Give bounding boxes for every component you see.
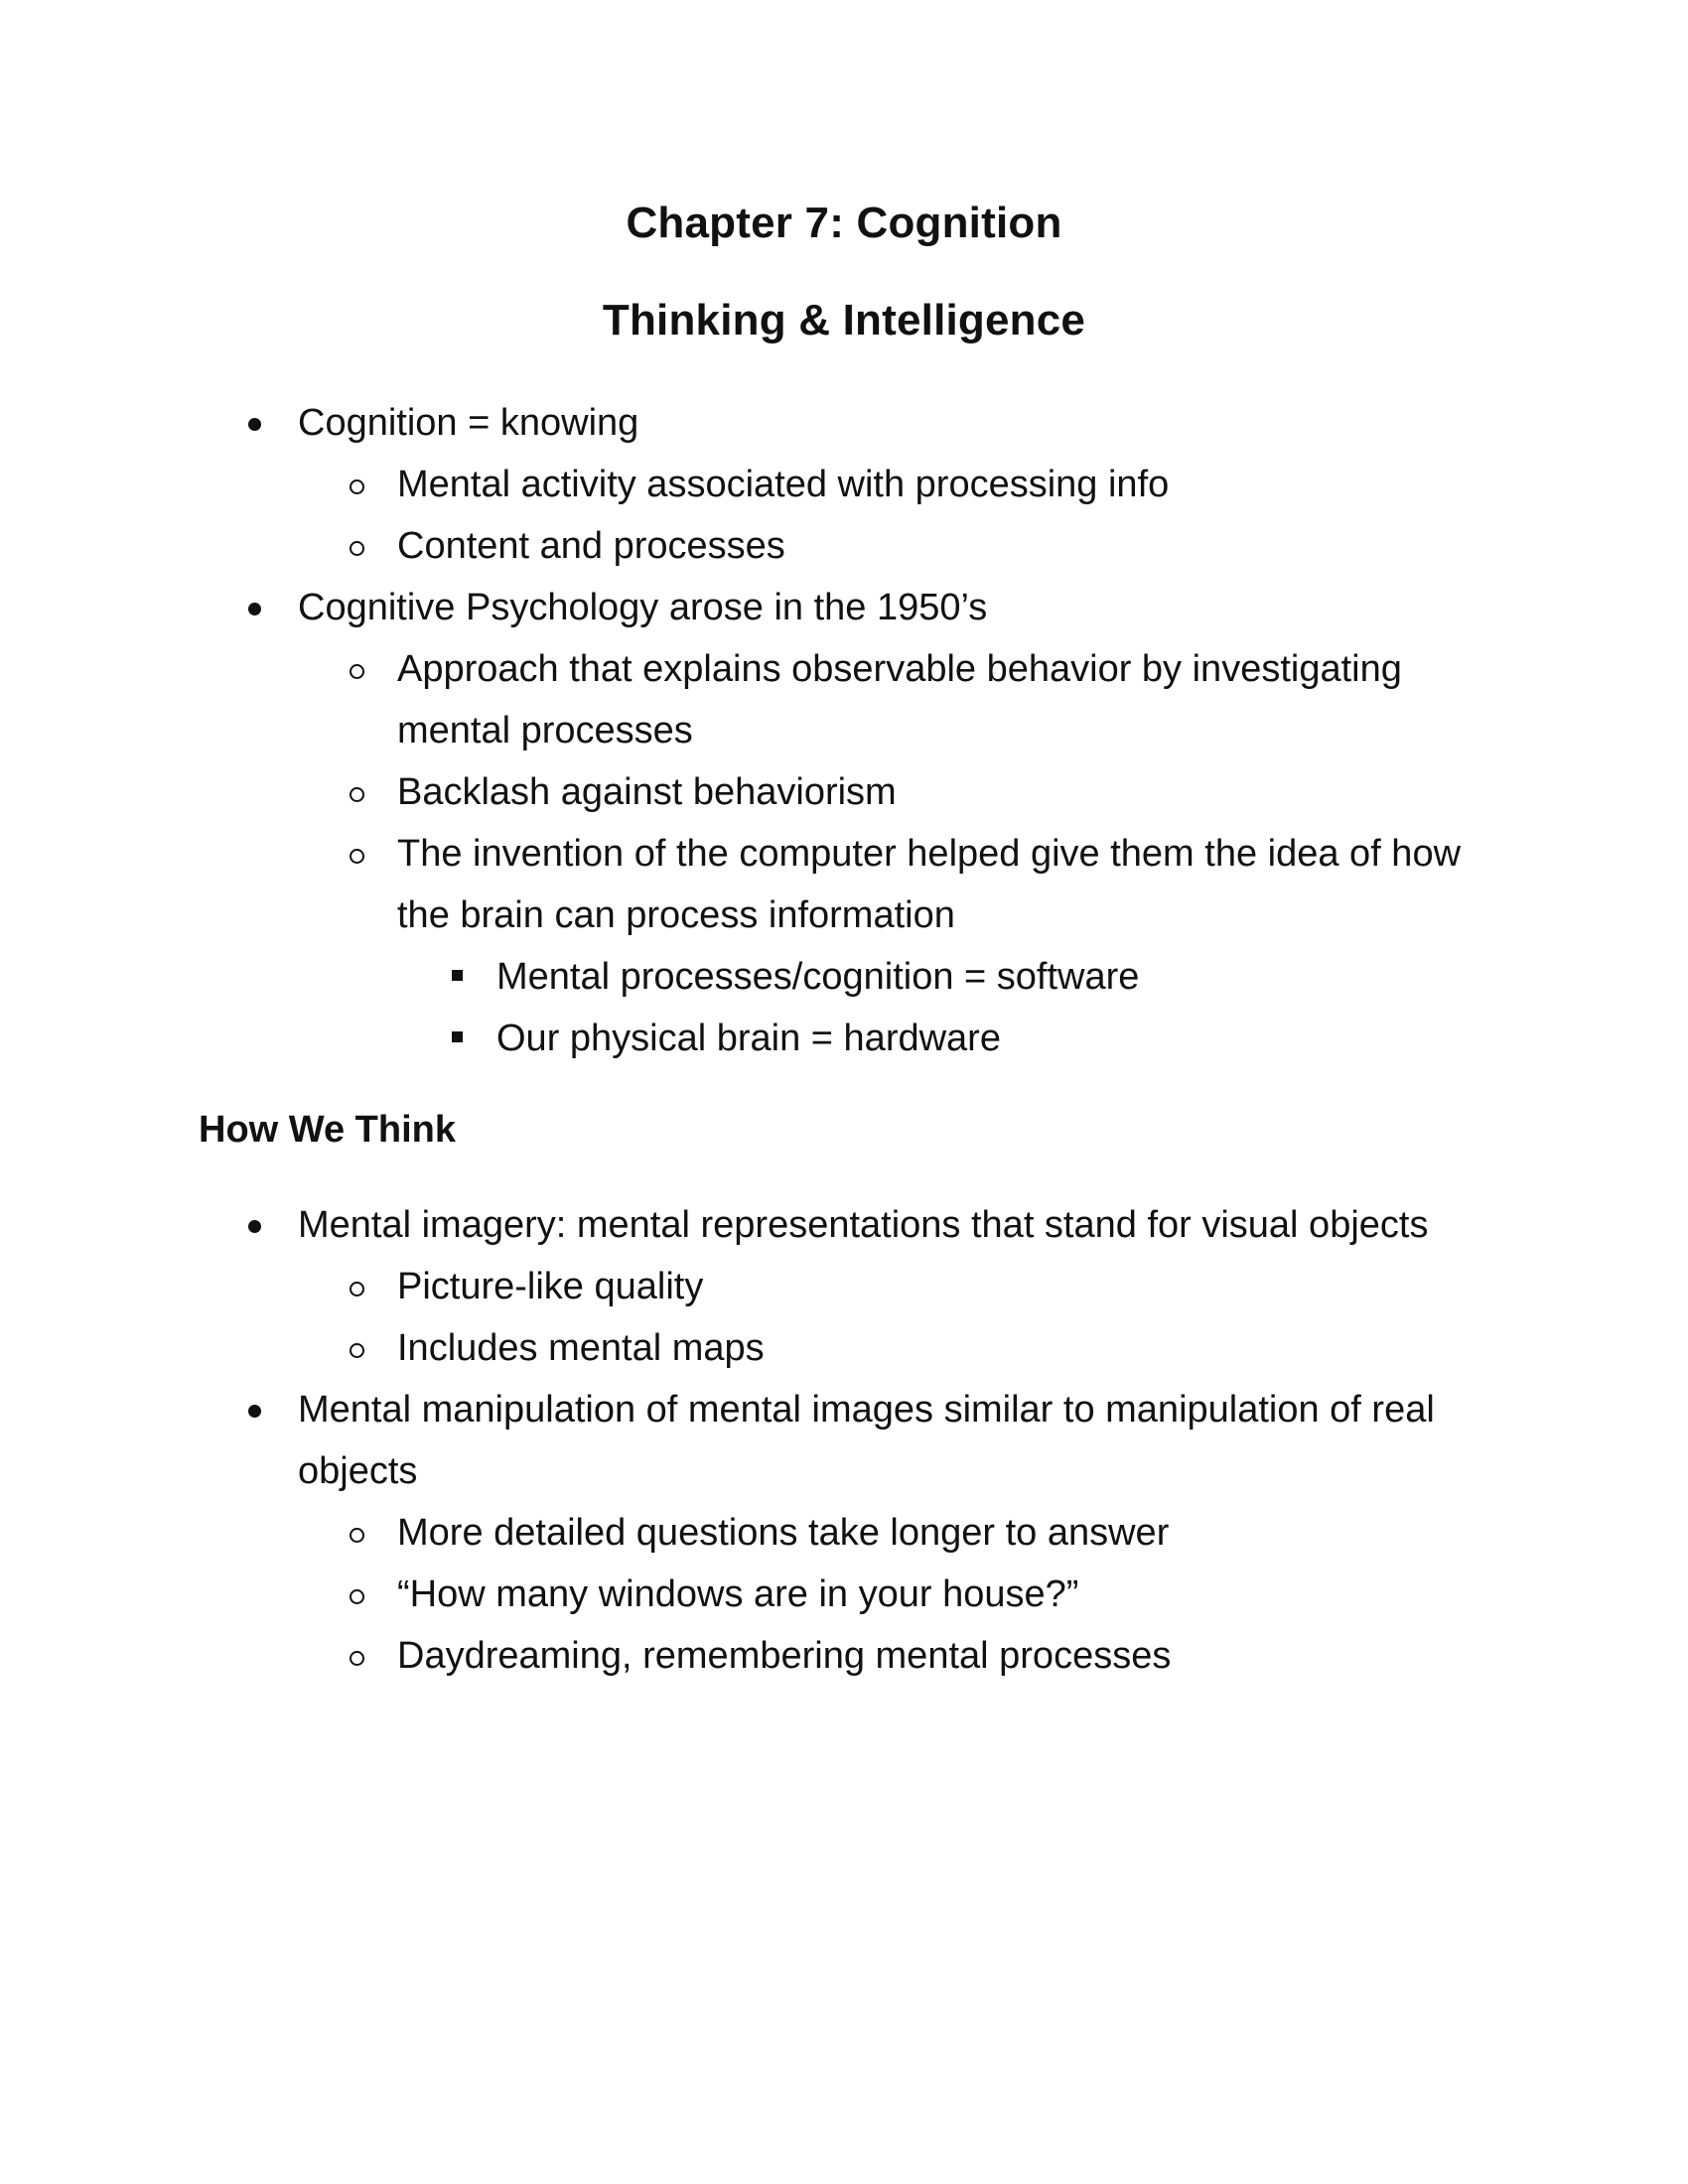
- hollow-circle-bullet-icon: [350, 1528, 364, 1543]
- hollow-circle-bullet-icon: [350, 664, 364, 679]
- section-how-we-think: [0, 1194, 1688, 1687]
- hollow-circle-bullet-icon: [350, 1343, 364, 1358]
- list-item: Mental activity associated with processing info: [0, 454, 1688, 515]
- filled-circle-bullet-icon: [248, 603, 261, 615]
- list-item: Cognition = knowing: [0, 392, 1688, 454]
- section-intro: [0, 392, 1688, 1069]
- list-item: Includes mental maps: [0, 1317, 1688, 1379]
- list-item: Cognitive Psychology arose in the 1950’s: [0, 577, 1688, 638]
- hollow-circle-bullet-icon: [350, 1651, 364, 1666]
- list-item: Picture-like quality: [0, 1256, 1688, 1317]
- square-bullet-icon: [452, 1031, 463, 1042]
- filled-circle-bullet-icon: [248, 1220, 261, 1233]
- list-item: Approach that explains observable behavior by investigating mental processes: [0, 638, 1688, 761]
- list-item: Our physical brain = hardware: [0, 1008, 1688, 1069]
- list-item: The invention of the computer helped give them the idea of how the brain can process information: [0, 823, 1688, 946]
- list-item: More detailed questions take longer to answer: [0, 1502, 1688, 1564]
- hollow-circle-bullet-icon: [350, 787, 364, 802]
- page-subtitle: Thinking & Intelligence: [602, 296, 1086, 344]
- hollow-circle-bullet-icon: [350, 849, 364, 864]
- bullet-list: [0, 1194, 1688, 1687]
- hollow-circle-bullet-icon: [350, 541, 364, 556]
- list-item: Backlash against behaviorism: [0, 761, 1688, 823]
- bullet-list: [0, 392, 1688, 1069]
- page-title: Chapter 7: Cognition: [626, 199, 1062, 247]
- hollow-circle-bullet-icon: [350, 1282, 364, 1297]
- list-item: Mental manipulation of mental images similar to manipulation of real objects: [0, 1379, 1688, 1502]
- list-item: Mental imagery: mental representations that stand for visual objects: [0, 1194, 1688, 1256]
- list-item: Mental processes/cognition = software: [0, 946, 1688, 1008]
- square-bullet-icon: [452, 970, 463, 981]
- list-item: Daydreaming, remembering mental processes: [0, 1625, 1688, 1687]
- filled-circle-bullet-icon: [248, 418, 261, 431]
- list-item: “How many windows are in your house?”: [0, 1564, 1688, 1625]
- filled-circle-bullet-icon: [248, 1405, 261, 1418]
- list-item: Content and processes: [0, 515, 1688, 577]
- hollow-circle-bullet-icon: [350, 479, 364, 494]
- section-heading: How We Think: [199, 1109, 456, 1151]
- hollow-circle-bullet-icon: [350, 1589, 364, 1604]
